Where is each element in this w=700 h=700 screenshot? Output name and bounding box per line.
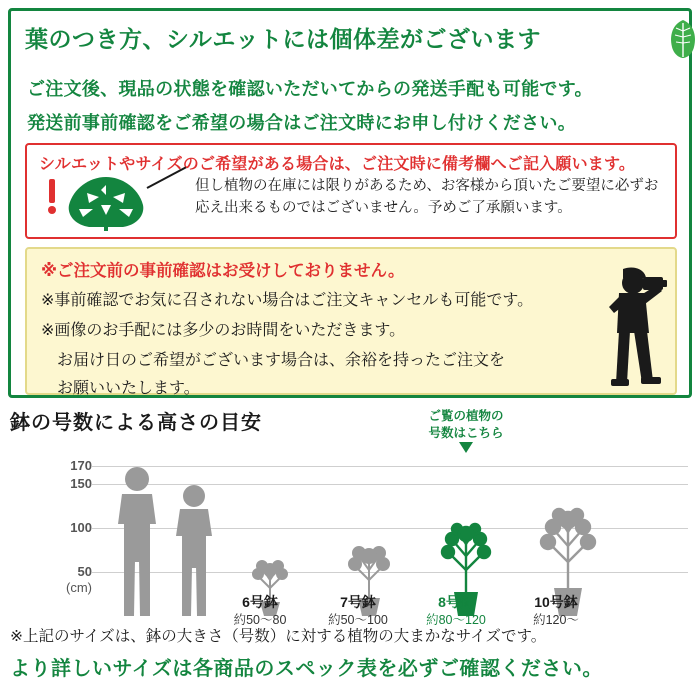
chart-annotation-line1: ご覧の植物の [428,409,504,423]
notice-subline-2: 発送前事前確認をご希望の場合はご注文時にお申し付けください。 [27,113,576,133]
category-label-7: 7号鉢 [340,594,376,610]
ytick-100: 100 [70,520,92,535]
chart-title: 鉢の号数による高さの目安 [10,412,262,434]
category-sub-8: 約80〜120 [426,613,486,627]
notice-block [8,8,692,398]
category-label-8: 8号鉢 [438,594,474,610]
photographer-icon [583,263,679,389]
y-axis [10,436,92,616]
ytick-50: 50 [77,564,92,579]
footer-emphasis: より詳しいサイズは各商品のスペック表を必ずご確認ください。 [10,658,603,680]
category-sub-10: 約120〜 [533,613,579,627]
category-sub-6: 約50〜80 [233,613,287,627]
leaf-icon [666,19,700,59]
category-label-6: 6号鉢 [242,594,278,610]
advance-check-box [25,247,677,395]
notice-subline-1: ご注文後、現品の状態を確認いただいてからの発送手配も可能です。 [27,79,593,99]
request-note-box [25,143,677,239]
advance-check-line-2: ※画像のお手配には多少のお時間をいただきます。 [41,322,406,339]
advance-check-line-1: ※事前確認でお気に召されない場合はご注文キャンセルも可能です。 [41,292,534,309]
page-title: 葉のつき方、シルエットには個体差がございます [25,26,541,52]
request-note-body: 但し植物の在庫には限りがあるため、お客様から頂いたご要望に必ずお応え出来るものではございません。予めご了承願います。 [195,178,659,217]
category-sub-7: 約50〜100 [328,613,388,627]
ytick-170: 170 [70,458,92,473]
ytick-150: 150 [70,476,92,491]
request-note-title: シルエットやサイズのご希望がある場合は、ご注文時に備考欄へご記入願います。 [39,156,636,173]
exclamation-icon [45,179,59,215]
gridline-170 [92,466,688,467]
y-axis-unit: (cm) [66,580,92,595]
monstera-leaf-icon [65,175,147,231]
footer-note: ※上記のサイズは、鉢の大きさ（号数）に対する植物の大まかなサイズです。 [10,628,547,645]
chart-annotation [396,408,536,442]
person-tall-silhouette [110,466,164,616]
chart-annotation-line2: 号数はこちら [428,425,504,440]
advance-check-red-line: ※ご注文前の事前確認はお受けしておりません。 [41,262,405,280]
advance-check-line-4: お願いいたします。 [57,380,200,397]
chart-annotation-arrow-icon [459,442,473,453]
category-label-10: 10号鉢 [534,594,578,610]
advance-check-line-3: お届け日のご希望がございます場合は、余裕を持ったご注文を [57,352,506,369]
